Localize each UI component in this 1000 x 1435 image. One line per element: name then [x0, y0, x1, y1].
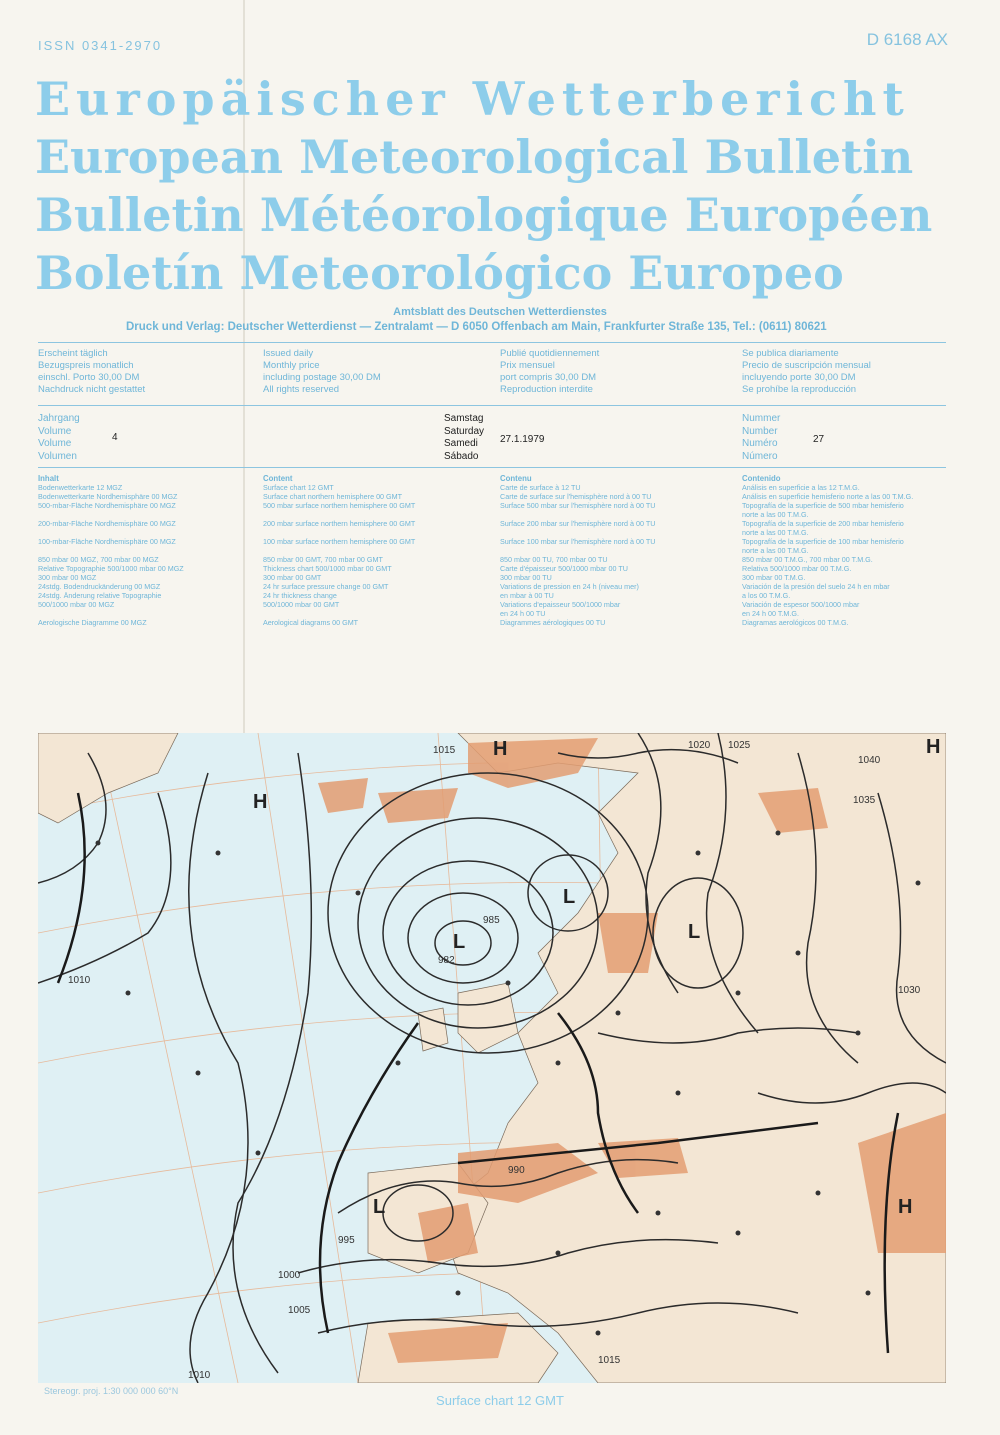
contents-item: norte a las 00 T.M.G. — [742, 510, 809, 519]
isobar-label: 1000 — [278, 1270, 301, 1281]
info-line: incluyendo porte 30,00 DM — [742, 372, 856, 383]
contents-item — [38, 546, 263, 555]
contents-item: 850 mbar 00 T.M.G., 700 mbar 00 T.M.G. — [742, 555, 873, 564]
issue-date: 27.1.1979 — [500, 434, 545, 445]
contents-item: Diagramas aerológicos 00 T.M.G. — [742, 618, 849, 627]
contents-item: 300 mbar 00 TU — [500, 573, 552, 582]
volume-labels — [38, 413, 80, 463]
contents-item: Bodenwetterkarte 12 MGZ — [38, 483, 123, 492]
weekday: Sábado — [444, 450, 479, 462]
contents-item: Relativa 500/1000 mbar 00 T.M.G. — [742, 564, 852, 573]
isobar-label: 985 — [483, 915, 500, 926]
contents-item: 24stdg. Bodendruckänderung 00 MGZ — [38, 582, 161, 591]
map-caption: Surface chart 12 GMT — [436, 1393, 564, 1408]
divider — [38, 405, 946, 406]
contents-item: Relative Topographie 500/1000 mbar 00 MGZ — [38, 564, 184, 573]
contents-item — [38, 609, 263, 618]
contents-item: Diagrammes aérologiques 00 TU — [500, 618, 606, 627]
contents-item: Carte de surface à 12 TU — [500, 483, 581, 492]
contents-item: Bodenwetterkarte Nordhemisphäre 00 MGZ — [38, 492, 178, 501]
info-line: Reproduction interdite — [500, 384, 593, 395]
low-pressure-label: L — [373, 1196, 386, 1218]
info-german — [38, 348, 263, 396]
contents-item: 100 mbar surface northern hemisphere 00 GMT — [263, 537, 416, 546]
contents-item: Surface 100 mbar sur l'hemisphère nord à 00 TU — [500, 537, 656, 546]
contents-item: Variations de pression en 24 h (niveau mer) — [500, 582, 639, 591]
info-line: Se publica diariamente — [742, 348, 839, 359]
info-spanish — [742, 348, 946, 396]
info-french — [500, 348, 742, 396]
map-scale: Stereogr. proj. 1:30 000 000 60°N — [44, 1386, 179, 1396]
contents-item: Aerologische Diagramme 00 MGZ — [38, 618, 147, 627]
contents-item: Análisis en superficie a las 12 T.M.G. — [742, 483, 860, 492]
contents-item: 300 mbar 00 MGZ — [38, 573, 97, 582]
high-pressure-label: H — [253, 791, 268, 813]
contents-item — [500, 528, 742, 537]
info-line: einschl. Porto 30,00 DM — [38, 372, 140, 383]
contents-item: norte a las 00 T.M.G. — [742, 546, 809, 555]
contents-item — [500, 510, 742, 519]
high-pressure-label: H — [898, 1196, 913, 1218]
info-line: port compris 30,00 DM — [500, 372, 597, 383]
contents-item: Carte de surface sur l'hemisphère nord à 00 TU — [500, 492, 652, 501]
weekday: Samstag — [444, 413, 484, 424]
contents-item — [263, 609, 500, 618]
contents-heading: Contenu — [500, 474, 532, 483]
contents-item: norte a las 00 T.M.G. — [742, 528, 809, 537]
isobar-label: 1040 — [858, 755, 881, 766]
info-line: including postage 30,00 DM — [263, 372, 381, 383]
weekday-labels — [444, 413, 484, 463]
volume-value: 4 — [112, 432, 118, 443]
volume-label: Volume — [38, 425, 72, 437]
isobar-label: 995 — [338, 1235, 355, 1246]
contents-item: a los 00 T.M.G. — [742, 591, 791, 600]
contents-item: en 24 h 00 TU — [500, 609, 546, 618]
high-pressure-label: H — [926, 736, 941, 758]
volume-label: Jahrgang — [38, 413, 80, 424]
info-line: Nachdruck nicht gestattet — [38, 384, 146, 395]
contents-item: 200 mbar surface northern hemisphere 00 GMT — [263, 519, 416, 528]
info-line: Bezugspreis monatlich — [38, 360, 134, 371]
isobar-label: 1035 — [853, 795, 876, 806]
volume-label: Volumen — [38, 450, 77, 462]
info-english — [263, 348, 500, 396]
contents-item: Variations d'epaisseur 500/1000 mbar — [500, 600, 621, 609]
isobar-label: 982 — [438, 955, 455, 966]
contents-item: Thickness chart 500/1000 mbar 00 GMT — [263, 564, 392, 573]
high-pressure-label: H — [493, 738, 508, 760]
contents-heading: Content — [263, 474, 293, 483]
info-line: Precio de suscripción mensual — [742, 360, 871, 371]
number-label: Number — [742, 425, 778, 437]
low-pressure-label: L — [453, 931, 466, 953]
low-pressure-label: L — [563, 886, 576, 908]
issn: ISSN 0341-2970 — [38, 38, 163, 53]
contents-item — [500, 546, 742, 555]
contents-item — [263, 546, 500, 555]
isobar-label: 1010 — [68, 975, 91, 986]
isobar-label: 1005 — [288, 1305, 311, 1316]
info-block — [38, 348, 946, 396]
contents-item — [263, 528, 500, 537]
weekday: Saturday — [444, 425, 485, 437]
contents-item: 850 mbar 00 MGZ, 700 mbar 00 MGZ — [38, 555, 159, 564]
isobar-label: 1015 — [433, 745, 456, 756]
divider — [38, 342, 946, 343]
contents-heading: Inhalt — [38, 474, 59, 483]
contents-item: 24 hr thickness change — [263, 591, 337, 600]
contents-item: 200-mbar-Fläche Nordhemisphäre 00 MGZ — [38, 519, 176, 528]
info-line: Se prohíbe la reproducción — [742, 384, 857, 395]
isobar-label: 1025 — [728, 740, 751, 751]
contents-item — [263, 510, 500, 519]
contents-english — [263, 474, 500, 627]
contents-item: Surface chart 12 GMT — [263, 483, 334, 492]
volume-label: Volume — [38, 438, 72, 449]
document-code: D 6168 AX — [866, 30, 948, 49]
isobar-label: 1020 — [688, 740, 711, 751]
number-labels — [742, 413, 780, 463]
info-line: Prix mensuel — [500, 360, 555, 371]
contents-heading: Contenido — [742, 474, 781, 483]
contents-item: 500/1000 mbar 00 MGZ — [38, 600, 115, 609]
issue-number: 27 — [813, 434, 825, 445]
contents-item: Variación de espesor 500/1000 mbar — [742, 600, 860, 609]
contents-item: 24stdg. Änderung relative Topographie — [38, 591, 162, 600]
contents-item: Análisis en superficie hemisferio norte a las 00 T.M.G. — [742, 492, 914, 501]
info-line: Issued daily — [263, 348, 314, 359]
contents-item: 850 mbar 00 GMT, 700 mbar 00 GMT — [263, 555, 383, 564]
contents-item: 500/1000 mbar 00 GMT — [263, 600, 340, 609]
contents-item: 100-mbar-Fläche Nordhemisphäre 00 MGZ — [38, 537, 176, 546]
contents-item — [38, 510, 263, 519]
title-block — [35, 70, 955, 302]
contents-item: 300 mbar 00 T.M.G. — [742, 573, 806, 582]
isobar-label: 990 — [508, 1165, 525, 1176]
contents-item: Surface 500 mbar sur l'hemisphère nord à 00 TU — [500, 501, 656, 510]
contents-french — [500, 474, 742, 627]
number-label: Número — [742, 450, 778, 462]
amtsblatt: Amtsblatt des Deutschen Wetterdienstes — [393, 306, 607, 318]
surface-weather-map — [38, 733, 946, 1383]
contents-block — [38, 474, 946, 627]
isobar-label: 1010 — [188, 1370, 211, 1381]
contents-item — [38, 528, 263, 537]
info-line: Erscheint täglich — [38, 348, 108, 359]
number-label: Nummer — [742, 413, 781, 424]
contents-item: 500 mbar surface northern hemisphere 00 GMT — [263, 501, 416, 510]
contents-german — [38, 474, 263, 627]
divider — [38, 467, 946, 468]
info-line: All rights reserved — [263, 384, 340, 395]
contents-item: Carte d'épaisseur 500/1000 mbar 00 TU — [500, 564, 628, 573]
contents-item: Surface 200 mbar sur l'hemisphère nord à 00 TU — [500, 519, 656, 528]
contents-item: Topografía de la superficie de 500 mbar hemisferio — [742, 501, 904, 510]
info-line: Monthly price — [263, 360, 320, 371]
contents-item: en 24 h 00 T.M.G. — [742, 609, 800, 618]
contents-item: 300 mbar 00 GMT — [263, 573, 322, 582]
publisher-line: Druck und Verlag: Deutscher Wetterdienst — Zentralamt — D 6050 Offenbach am Main, Frankfurter Straße 135, Tel.: (0611) 80621 — [126, 321, 827, 333]
weekday: Samedi — [444, 438, 478, 449]
contents-item: 500-mbar-Fläche Nordhemisphäre 00 MGZ — [38, 501, 176, 510]
contents-item: Topografía de la superficie de 100 mbar hemisferio — [742, 537, 904, 546]
contents-item: Variación de la presión del suelo 24 h en mbar — [742, 582, 890, 591]
contents-item: Topografía de la superficie de 200 mbar hemisferio — [742, 519, 904, 528]
isobar-label: 1030 — [898, 985, 921, 996]
low-pressure-label: L — [688, 921, 701, 943]
contents-item: Surface chart northern hemisphere 00 GMT — [263, 492, 403, 501]
title-german: Europäischer Wetterbericht — [35, 72, 910, 126]
info-line: Publié quotidiennement — [500, 348, 600, 359]
contents-item: Aerological diagrams 00 GMT — [263, 618, 359, 627]
contents-item: 850 mbar 00 TU, 700 mbar 00 TU — [500, 555, 608, 564]
contents-spanish — [742, 474, 946, 627]
title-english: European Meteorological Bulletin — [35, 130, 914, 184]
title-spanish: Boletín Meteorológico Europeo — [35, 246, 844, 300]
contents-item: 24 hr surface pressure change 00 GMT — [263, 582, 389, 591]
title-french: Bulletin Météorologique Européen — [35, 188, 933, 242]
isobar-label: 1015 — [598, 1355, 621, 1366]
number-label: Numéro — [742, 438, 778, 449]
contents-item: en mbar à 00 TU — [500, 591, 554, 600]
